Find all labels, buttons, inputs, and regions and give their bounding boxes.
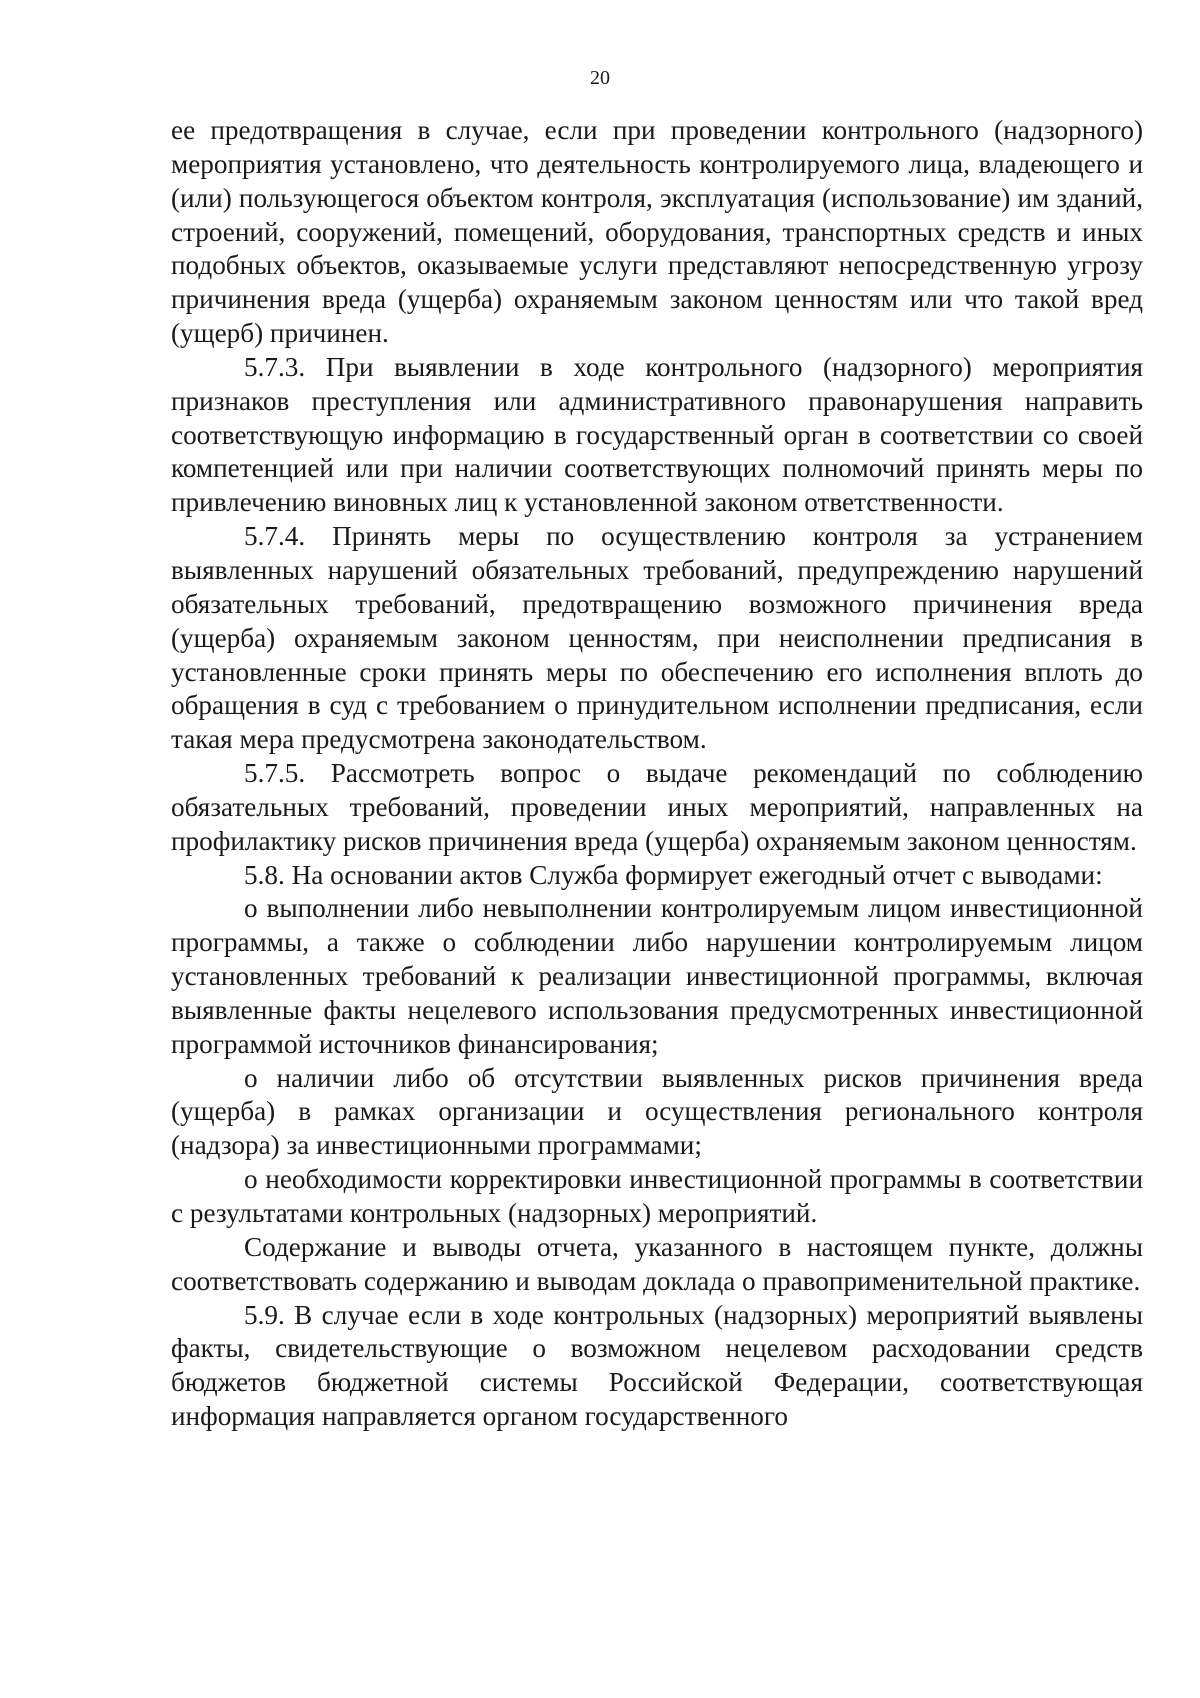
document-body [171,114,1143,1434]
paragraph-5-8-report-content: Содержание и выводы отчета, указанного в настоящем пункте, должны соответствовать содержанию и выводам доклада о правоприменительной практике. [171,1231,1143,1296]
paragraph-5-9: 5.9. В случае если в ходе контрольных (надзорных) мероприятий выявлены факты, свидетельствующие о возможном нецелевом расходовании средств бюджетов бюджетной системы Российской Федерации, соответствующая информация направляется органом государственного [171,1299,1143,1432]
paragraph-5-8-conclusion-risks: о наличии либо об отсутствии выявленных рисков причинения вреда (ущерба) в рамках организации и осуществления регионального контроля (надзора) за инвестиционными программами; [171,1062,1143,1161]
paragraph-5-7-4: 5.7.4. Принять меры по осуществлению контроля за устранением выявленных нарушений обязательных требований, предупреждению нарушений обязательных требований, предотвращению возможного причинения вреда (ущерба) охраняемым законом ценностям, при неисполнении предписания в установленные сроки принять меры по обеспечению его исполнения вплоть до обращения в суд с требованием о принудительном исполнении предписания, если такая мера предусмотрена законодательством. [171,521,1143,755]
paragraph-5-8-conclusion-adjustment: о необходимости корректировки инвестиционной программы в соответствии с результатами контрольных (надзорных) мероприятий. [171,1164,1143,1228]
page-number: 20 [590,67,610,89]
paragraph-5-7-3: 5.7.3. При выявлении в ходе контрольного (надзорного) мероприятия признаков преступления или административного правонарушения направить соответствующую информацию в государственный орган в соответствии со своей компетенцией или при наличии соответствующих полномочий принять меры по привлечению виновных лиц к установленной законом ответственности. [171,351,1143,518]
paragraph-continuation: ее предотвращения в случае, если при проведении контрольного (надзорного) мероприятия установлено, что деятельность контролируемого лица, владеющего и (или) пользующегося объектом контроля, эксплуатация (использование) им зданий, строений, сооружений, помещений, оборудования, транспортных средств и иных подобных объектов, оказываемые услуги представляют непосредственную угрозу причинения вреда (ущерба) охраняемым законом ценностям или что такой вред (ущерб) причинен. [171,115,1143,349]
paragraph-5-8-conclusion-execution: о выполнении либо невыполнении контролируемым лицом инвестиционной программы, а также о соблюдении либо нарушении контролируемым лицом установленных требований к реализации инвестиционной программы, включая выявленные факты нецелевого использования предусмотренных инвестиционной программой источников финансирования; [171,893,1143,1059]
paragraph-5-7-5: 5.7.5. Рассмотреть вопрос о выдаче рекомендаций по соблюдению обязательных требований, проведении иных мероприятий, направленных на профилактику рисков причинения вреда (ущерба) охраняемым законом ценностям. [171,758,1143,856]
paragraph-5-8: 5.8. На основании актов Служба формирует ежегодный отчет с выводами: [244,859,1103,890]
